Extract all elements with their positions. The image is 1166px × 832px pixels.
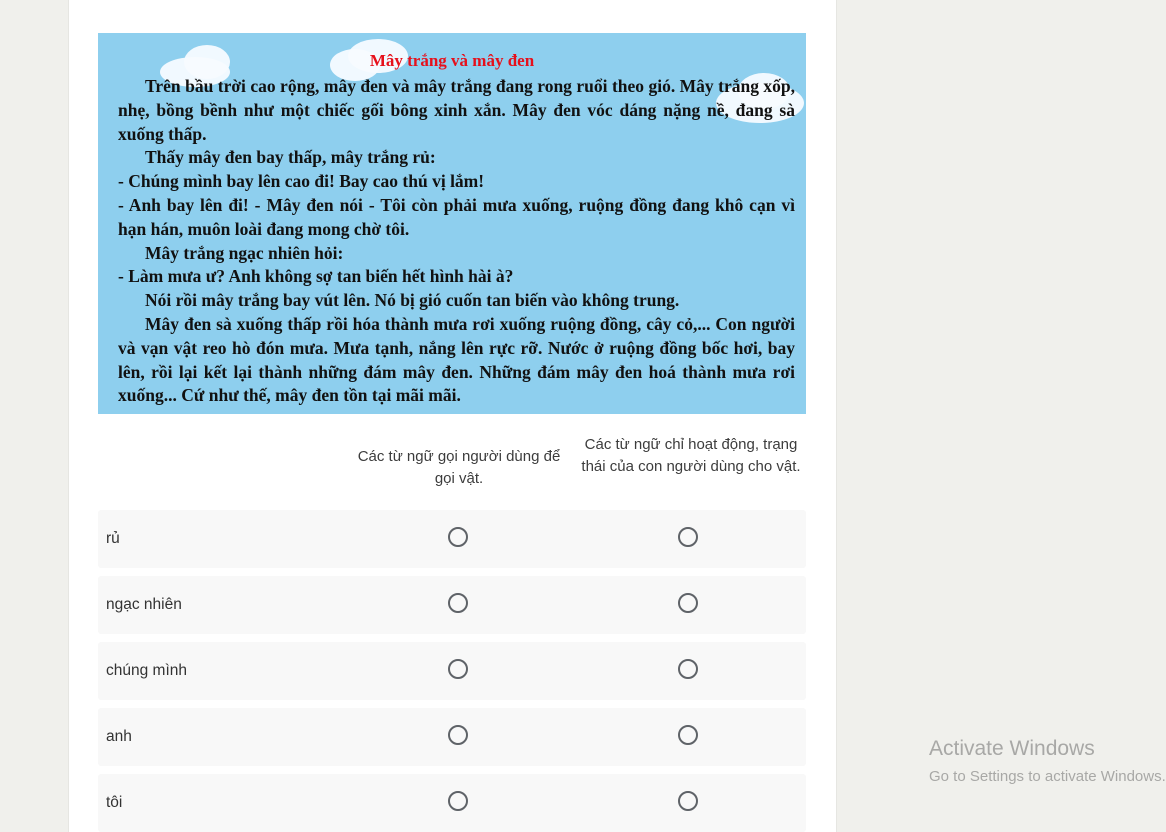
- radio-button[interactable]: [448, 725, 468, 745]
- activation-watermark-title: Activate Windows: [929, 737, 1095, 760]
- grid-row: [98, 576, 806, 634]
- grid-column-header: Các từ ngữ chỉ hoạt động, trạng thái của con người dùng cho vật.: [581, 436, 801, 475]
- story-title: Mây trắng và mây đen: [369, 51, 535, 70]
- radio-button[interactable]: [678, 659, 698, 679]
- grid-row-label: rủ: [106, 530, 120, 547]
- radio-button[interactable]: [678, 725, 698, 745]
- story-paragraph: Mây đen sà xuống thấp rồi hóa thành mưa rơi xuống ruộng đồng, cây cỏ,... Con người và vạn vật reo hò đón mưa. Mưa tạnh, nắng lên rực rỡ. Nước ở ruộng đồng bốc hơi, bay lên, rồi lại kết lại thành những đám mây đen. Những đám mây đen hoá thành mưa rơi xuống... Cứ như thế, mây đen tồn tại mãi mãi.: [118, 313, 795, 406]
- radio-button[interactable]: [678, 593, 698, 613]
- radio-button[interactable]: [678, 527, 698, 547]
- grid-row-label: chúng mình: [106, 662, 187, 679]
- grid-column-header: Các từ ngữ gọi người dùng để gọi vật.: [357, 448, 561, 487]
- radio-button[interactable]: [678, 791, 698, 811]
- story-image: [98, 33, 806, 414]
- grid-row: [98, 774, 806, 832]
- form-card: [68, 0, 837, 832]
- story-paragraph: Thấy mây đen bay thấp, mây trắng rủ:: [145, 147, 436, 168]
- grid-row-label: anh: [106, 728, 132, 745]
- story-text: [118, 75, 795, 408]
- activation-watermark-subtitle: Go to Settings to activate Windows.: [929, 768, 1166, 785]
- grid-row: [98, 510, 806, 568]
- radio-button[interactable]: [448, 527, 468, 547]
- radio-button[interactable]: [448, 659, 468, 679]
- story-paragraph: - Anh bay lên đi! - Mây đen nói - Tôi còn phải mưa xuống, ruộng đồng đang khô cạn vì hạn hán, muôn loài đang mong chờ tôi.: [118, 194, 795, 239]
- grid-row-label: ngạc nhiên: [106, 596, 182, 613]
- story-paragraph: - Chúng mình bay lên cao đi! Bay cao thú vị lắm!: [118, 171, 485, 192]
- grid-row-label: tôi: [106, 794, 123, 811]
- story-paragraph: Mây trắng ngạc nhiên hỏi:: [145, 242, 344, 263]
- story-paragraph: Nói rồi mây trắng bay vút lên. Nó bị gió cuốn tan biến vào không trung.: [145, 290, 680, 311]
- grid-row: [98, 642, 806, 700]
- radio-button[interactable]: [448, 593, 468, 613]
- story-paragraph: - Làm mưa ư? Anh không sợ tan biến hết hình hài à?: [118, 266, 514, 287]
- grid-row: [98, 708, 806, 766]
- radio-button[interactable]: [448, 791, 468, 811]
- story-paragraph: Trên bầu trời cao rộng, mây đen và mây trắng đang rong ruổi theo gió. Mây trắng xốp, nhẹ, bồng bềnh như một chiếc gối bông xinh xắn. Mây đen vóc dáng nặng nề, đang sà xuống thấp.: [118, 76, 795, 144]
